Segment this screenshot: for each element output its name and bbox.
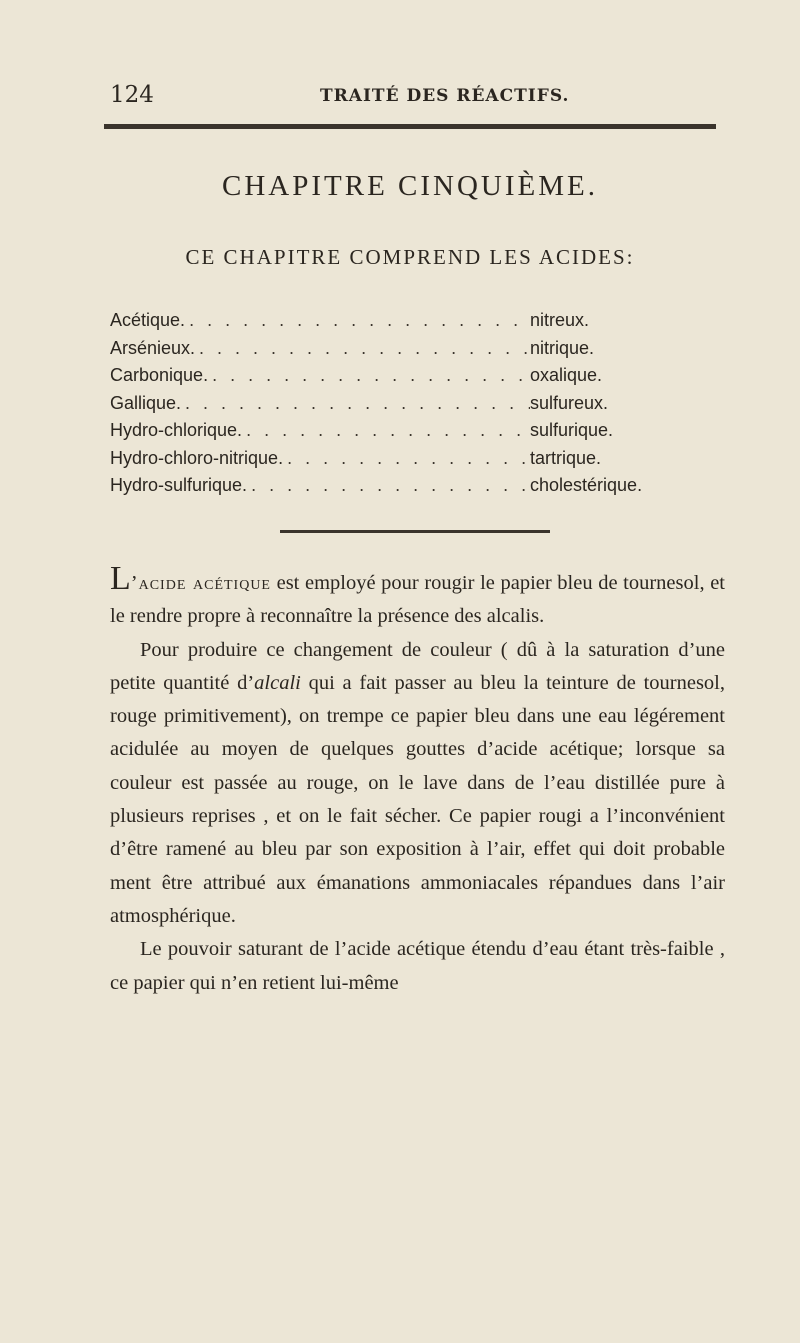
acid-name-right: nitreux. — [530, 310, 590, 330]
acid-name-left: Carbonique. — [110, 365, 209, 385]
lead-smallcaps: ’acide acétique — [130, 572, 271, 594]
dot-leader — [247, 475, 530, 496]
dot-leader — [185, 310, 530, 331]
dot-leader — [242, 420, 530, 441]
acid-row — [110, 310, 730, 338]
acid-name-left: Acétique. — [110, 310, 186, 330]
running-head — [110, 82, 730, 112]
italic-term: alcali — [254, 671, 301, 694]
acid-name-left: Arsénieux. — [110, 337, 196, 358]
chapter-title: CHAPITRE CINQUIÈME. — [222, 170, 598, 202]
acid-name-right: nitrique. — [530, 337, 595, 358]
paragraph — [110, 560, 725, 634]
running-title: TRAITÉ DES RÉACTIFS. — [320, 86, 570, 106]
acid-name-right: sulfurique. — [530, 420, 614, 440]
acid-name-right: oxalique. — [530, 365, 603, 385]
paragraph-text: est employé pour rougir le papier bleu de tournesol, et le rendre propre à reconnaître la présence des alcalis. — [110, 572, 725, 628]
acid-name-right: sulfureux. — [530, 392, 609, 413]
acid-row — [110, 338, 730, 366]
acid-name-right: cholestérique. — [530, 475, 643, 495]
acid-row — [110, 448, 730, 476]
dot-leader — [181, 393, 530, 414]
section-rule — [280, 530, 550, 533]
acid-name-right: tartrique. — [530, 447, 602, 468]
paragraph-text: qui a fait passer au bleu la teinture de tournesol, rouge primitivement), on trempe ce papier bleu dans une eau légérement acidulée au moyen de quelques gouttes d’acide acétique; lorsque sa couleur est passée au rouge, on le lave dans de l’eau distillée pure à plusieurs reprises , et on le fait sécher. Ce papier rougi a l’inconvénient d’être ramené au bleu par son exposition à l’air, effet qui doit probable ment être attribué aux émanations ammoniacales répandues dans l’air atmosphérique. — [110, 671, 725, 927]
acid-name-left: Gallique. — [110, 392, 182, 413]
acid-name-left: Hydro-sulfurique. — [110, 475, 248, 495]
acid-list — [110, 310, 730, 503]
paragraph — [110, 634, 725, 934]
acid-name-left: Hydro-chlorique. — [110, 420, 243, 440]
dot-leader — [208, 365, 530, 386]
dot-leader — [283, 448, 530, 469]
acid-row — [110, 475, 730, 503]
acid-row — [110, 393, 730, 421]
acid-name-left: Hydro-chloro-nitrique. — [110, 447, 284, 468]
page-number: 124 — [110, 82, 154, 108]
acid-row — [110, 365, 730, 393]
chapter-subtitle: CE CHAPITRE COMPREND LES ACIDES: — [185, 245, 635, 269]
paragraph-text: Pour produire ce changement de couleur ( dû à la saturation d’une petite quantité d’ — [110, 638, 725, 694]
header-rule — [104, 124, 716, 129]
acid-row — [110, 420, 730, 448]
paragraph: Le pouvoir saturant de l’acide acétique étendu d’eau étant très-faible , ce papier qui n’en retient lui-même — [110, 938, 725, 994]
dot-leader — [195, 338, 530, 359]
body-text — [110, 560, 725, 1000]
drop-cap: L — [110, 560, 131, 597]
